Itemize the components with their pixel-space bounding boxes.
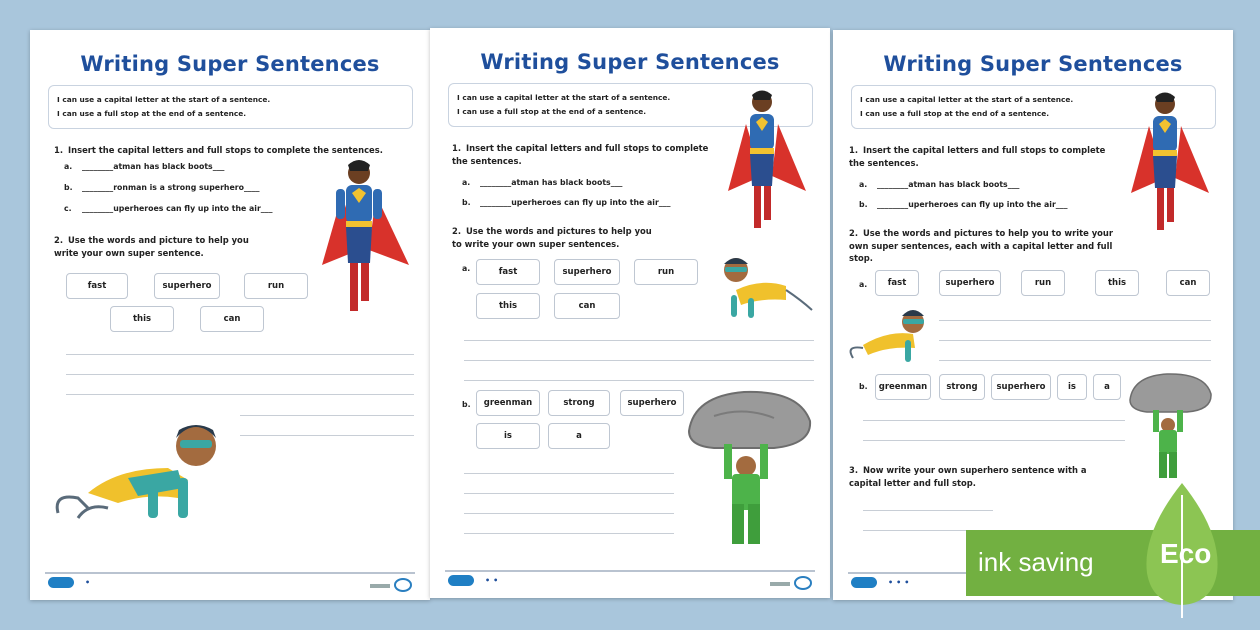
writing-line xyxy=(66,374,414,375)
word-box: can xyxy=(200,306,264,332)
difficulty-dots: •• xyxy=(485,576,502,585)
word-box: greenman xyxy=(875,374,931,400)
writing-line xyxy=(464,380,814,381)
word-box: this xyxy=(476,293,540,319)
question-1: 1. Insert the capital letters and full stops to complete the sentences. xyxy=(452,143,709,166)
writing-line xyxy=(464,473,674,474)
writing-line xyxy=(464,493,674,494)
writing-line xyxy=(464,340,814,341)
word-box: superhero xyxy=(939,270,1001,296)
footer-rule xyxy=(45,572,415,574)
word-box: strong xyxy=(939,374,985,400)
crawling-hero-illustration xyxy=(843,300,933,368)
question-3: 3. Now write your own superhero sentence with a capital letter and full stop. xyxy=(849,465,1087,488)
objective: I can use a capital letter at the start of a sentence. xyxy=(860,95,1074,104)
sentence-a: a. ________atman has black boots___ xyxy=(859,180,1020,189)
word-box: run xyxy=(634,259,698,285)
objective: I can use a full stop at the end of a sentence. xyxy=(57,109,247,118)
eco-label: Eco xyxy=(1160,538,1212,569)
objective: I can use a full stop at the end of a sentence. xyxy=(860,109,1050,118)
crawling-hero-illustration xyxy=(716,250,816,322)
section-label-b: b. xyxy=(462,400,471,409)
crawling-hero-illustration xyxy=(48,408,223,528)
writing-line xyxy=(464,360,814,361)
objective: I can use a capital letter at the start of a sentence. xyxy=(457,93,671,102)
page-title: Writing Super Sentences xyxy=(883,52,1183,76)
writing-line xyxy=(240,435,414,436)
boulder-hero-illustration xyxy=(1127,370,1213,480)
brand-badge xyxy=(394,578,412,592)
section-label-a: a. xyxy=(462,264,471,273)
word-box: is xyxy=(1057,374,1087,400)
sentence-a: a. ________atman has black boots___ xyxy=(462,178,623,187)
word-box: fast xyxy=(875,270,919,296)
difficulty-dots: ••• xyxy=(888,578,913,587)
writing-line xyxy=(939,340,1211,341)
word-box: can xyxy=(1166,270,1210,296)
writing-line xyxy=(66,354,414,355)
word-box: superhero xyxy=(620,390,684,416)
word-box: run xyxy=(1021,270,1065,296)
page-title: Writing Super Sentences xyxy=(480,50,780,74)
twinkl-logo xyxy=(851,577,877,588)
question-1: 1. Insert the capital letters and full stops to complete the sentences. xyxy=(849,145,1106,168)
writing-line xyxy=(863,510,993,511)
word-box: this xyxy=(1095,270,1139,296)
writing-line xyxy=(464,513,674,514)
page-title: Writing Super Sentences xyxy=(80,52,380,76)
section-label-b: b. xyxy=(859,382,868,391)
worksheet-page-2 xyxy=(430,28,830,598)
word-box: greenman xyxy=(476,390,540,416)
sentence-c: c. ________uperheroes can fly up into the air___ xyxy=(64,204,273,213)
word-box: fast xyxy=(66,273,128,299)
superheroine-illustration xyxy=(314,155,414,330)
superheroine-illustration xyxy=(1123,88,1213,253)
word-box: superhero xyxy=(991,374,1051,400)
word-box: can xyxy=(554,293,620,319)
word-box: superhero xyxy=(154,273,220,299)
footer-text xyxy=(370,584,390,588)
question-1: 1. Insert the capital letters and full stops to complete the sentences. xyxy=(54,145,383,155)
twinkl-logo xyxy=(48,577,74,588)
sentence-b: b. ________uperheroes can fly up into the air___ xyxy=(462,198,671,207)
worksheet-page-1 xyxy=(30,30,430,600)
word-box: strong xyxy=(548,390,610,416)
twinkl-logo xyxy=(448,575,474,586)
section-label-a: a. xyxy=(859,280,868,289)
brand-badge xyxy=(794,576,812,590)
objective: I can use a full stop at the end of a sentence. xyxy=(457,107,647,116)
question-2: 2. Use the words and pictures to help you to write your own super sentences, each with a capital letter and full stop. xyxy=(849,228,1113,263)
footer-rule xyxy=(445,570,815,572)
word-box: a xyxy=(548,423,610,449)
word-box: fast xyxy=(476,259,540,285)
footer-text xyxy=(770,582,790,586)
writing-line xyxy=(66,394,414,395)
question-2: 2. Use the words and picture to help you write your own super sentence. xyxy=(54,235,249,258)
writing-line xyxy=(863,420,1125,421)
learning-objectives xyxy=(48,85,413,129)
word-box: is xyxy=(476,423,540,449)
ink-saving-label: ink saving xyxy=(978,547,1094,577)
writing-line xyxy=(939,360,1211,361)
boulder-hero-illustration xyxy=(684,386,814,551)
writing-line xyxy=(240,415,414,416)
writing-line xyxy=(464,533,674,534)
writing-line xyxy=(939,320,1211,321)
word-box: this xyxy=(110,306,174,332)
word-box: superhero xyxy=(554,259,620,285)
objective: I can use a capital letter at the start of a sentence. xyxy=(57,95,271,104)
writing-line xyxy=(863,440,1125,441)
sentence-b: b. ________ronman is a strong superhero____ xyxy=(64,183,260,192)
sentence-b: b. ________uperheroes can fly up into the air___ xyxy=(859,200,1068,209)
superheroine-illustration xyxy=(720,86,810,251)
question-2: 2. Use the words and pictures to help you to write your own super sentences. xyxy=(452,226,652,249)
difficulty-dots: • xyxy=(85,578,94,587)
word-box: run xyxy=(244,273,308,299)
word-box: a xyxy=(1093,374,1121,400)
sentence-a: a. ________atman has black boots___ xyxy=(64,162,225,171)
